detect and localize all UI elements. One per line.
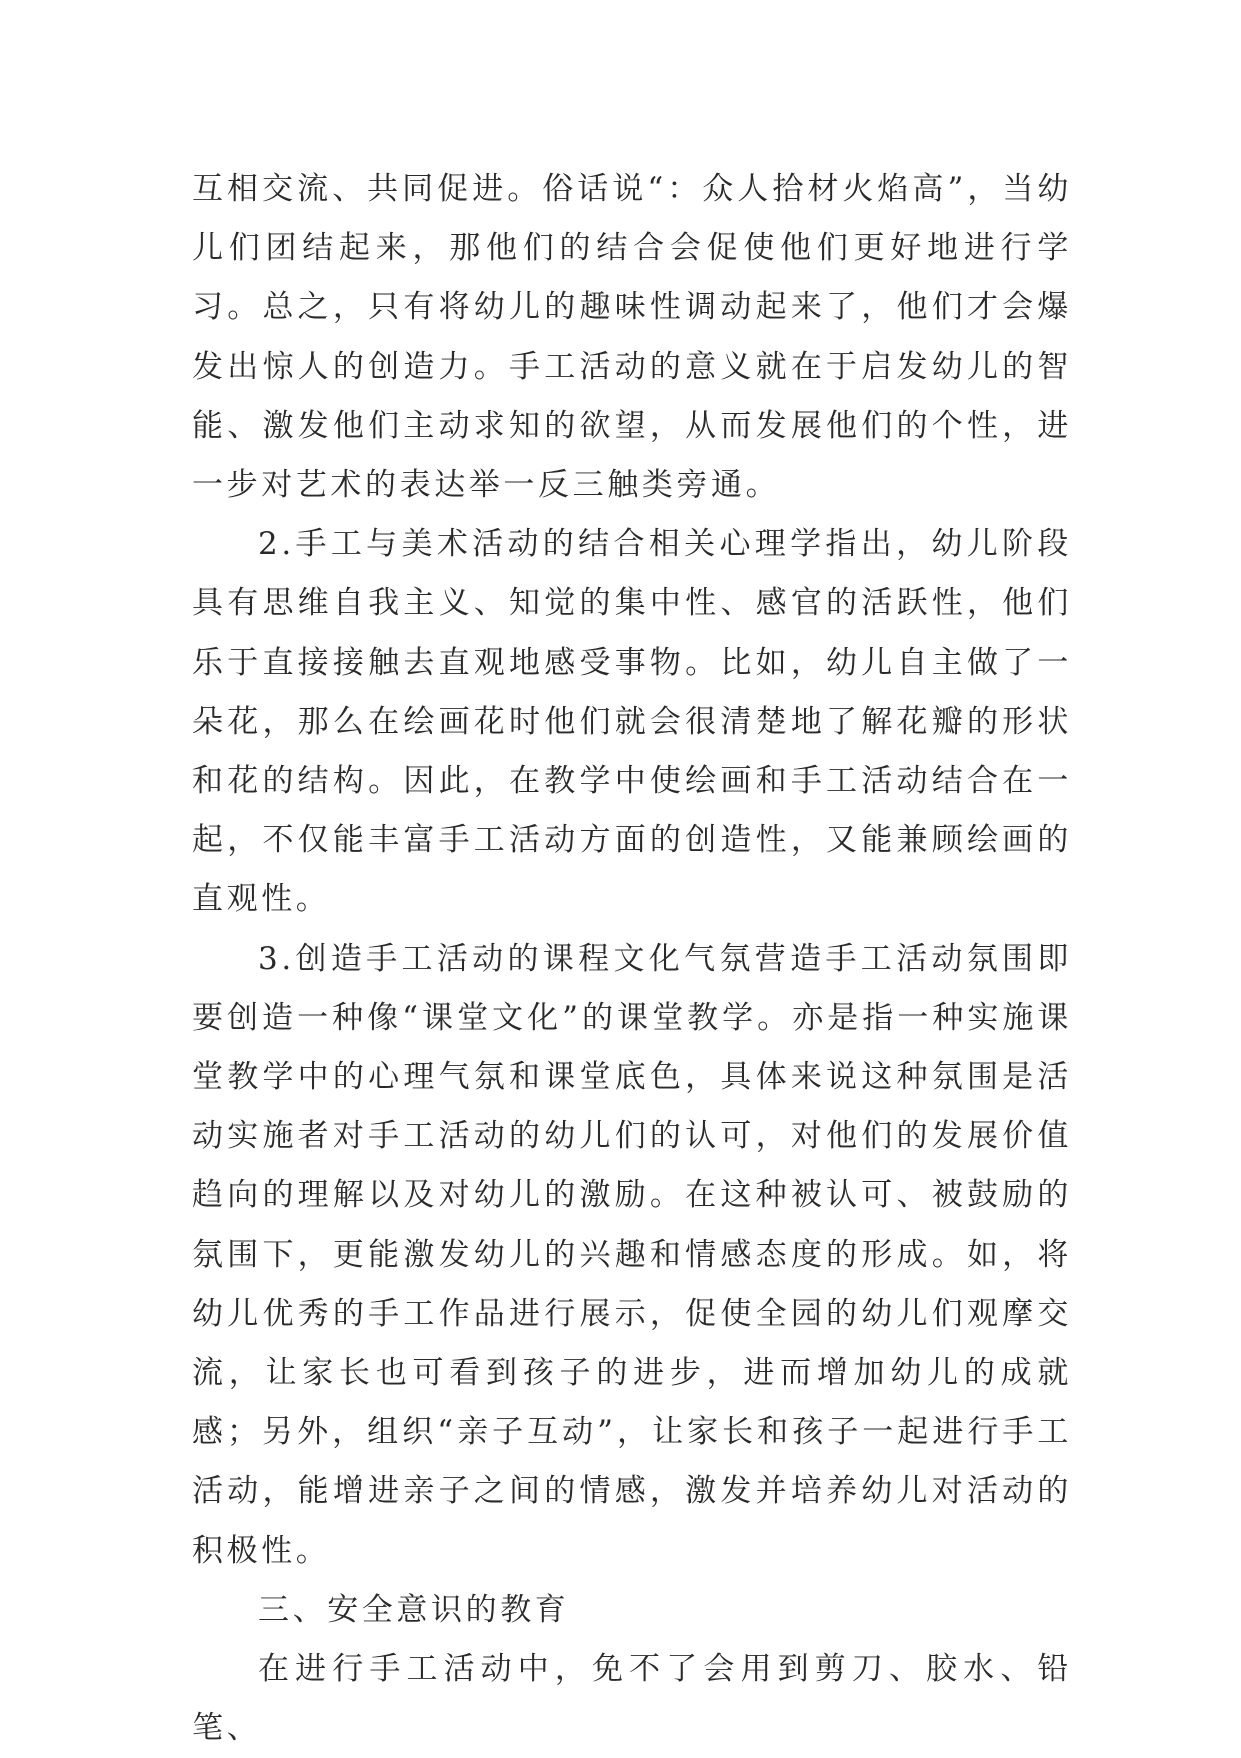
paragraph-handcraft-art-combination: 2.手工与美术活动的结合相关心理学指出，幼儿阶段具有思维自我主义、知觉的集中性、感官的活跃性，他们乐于直接接触去直观地感受事物。比如，幼儿自主做了一朵花，那么在绘画花时他们就会很清楚地了解花瓣的形状和花的结构。因此，在教学中使绘画和手工活动结合在一起，不仅能丰富手工活动方面的创造性，又能兼顾绘画的直观性。 [192,526,1072,918]
paragraph-course-culture-atmosphere: 3.创造手工活动的课程文化气氛营造手工活动氛围即要创造一种像“课堂文化”的课堂教学。亦是指一种实施课堂教学中的心理气氛和课堂底色，具体来说这种氛围是活动实施者对手工活动的幼儿们的认可，对他们的发展价值趋向的理解以及对幼儿的激励。在这种被认可、被鼓励的氛围下，更能激发幼儿的兴趣和情感态度的形成。如，将幼儿优秀的手工作品进行展示，促使全园的幼儿们观摩交流，让家长也可看到孩子的进步，进而增加幼儿的成就感；另外，组织“亲子互动”，让家长和孩子一起进行手工活动，能增进亲子之间的情感，激发并培养幼儿对活动的积极性。 [192,940,1072,1569]
document-body [192,160,1072,1758]
paragraph-continuation: 互相交流、共同促进。俗话说“：众人拾材火焰高”，当幼儿们团结起来，那他们的结合会促使他们更好地进行学习。总之，只有将幼儿的趣味性调动起来了，他们才会爆发出惊人的创造力。手工活动的意义就在于启发幼儿的智能、激发他们主动求知的欲望，从而发展他们的个性，进一步对艺术的表达举一反三触类旁通。 [192,171,1072,504]
section-heading-safety-awareness: 三、安全意识的教育 [258,1591,570,1628]
paragraph-safety-intro: 在进行手工活动中，免不了会用到剪刀、胶水、铅笔、 [192,1651,1072,1747]
